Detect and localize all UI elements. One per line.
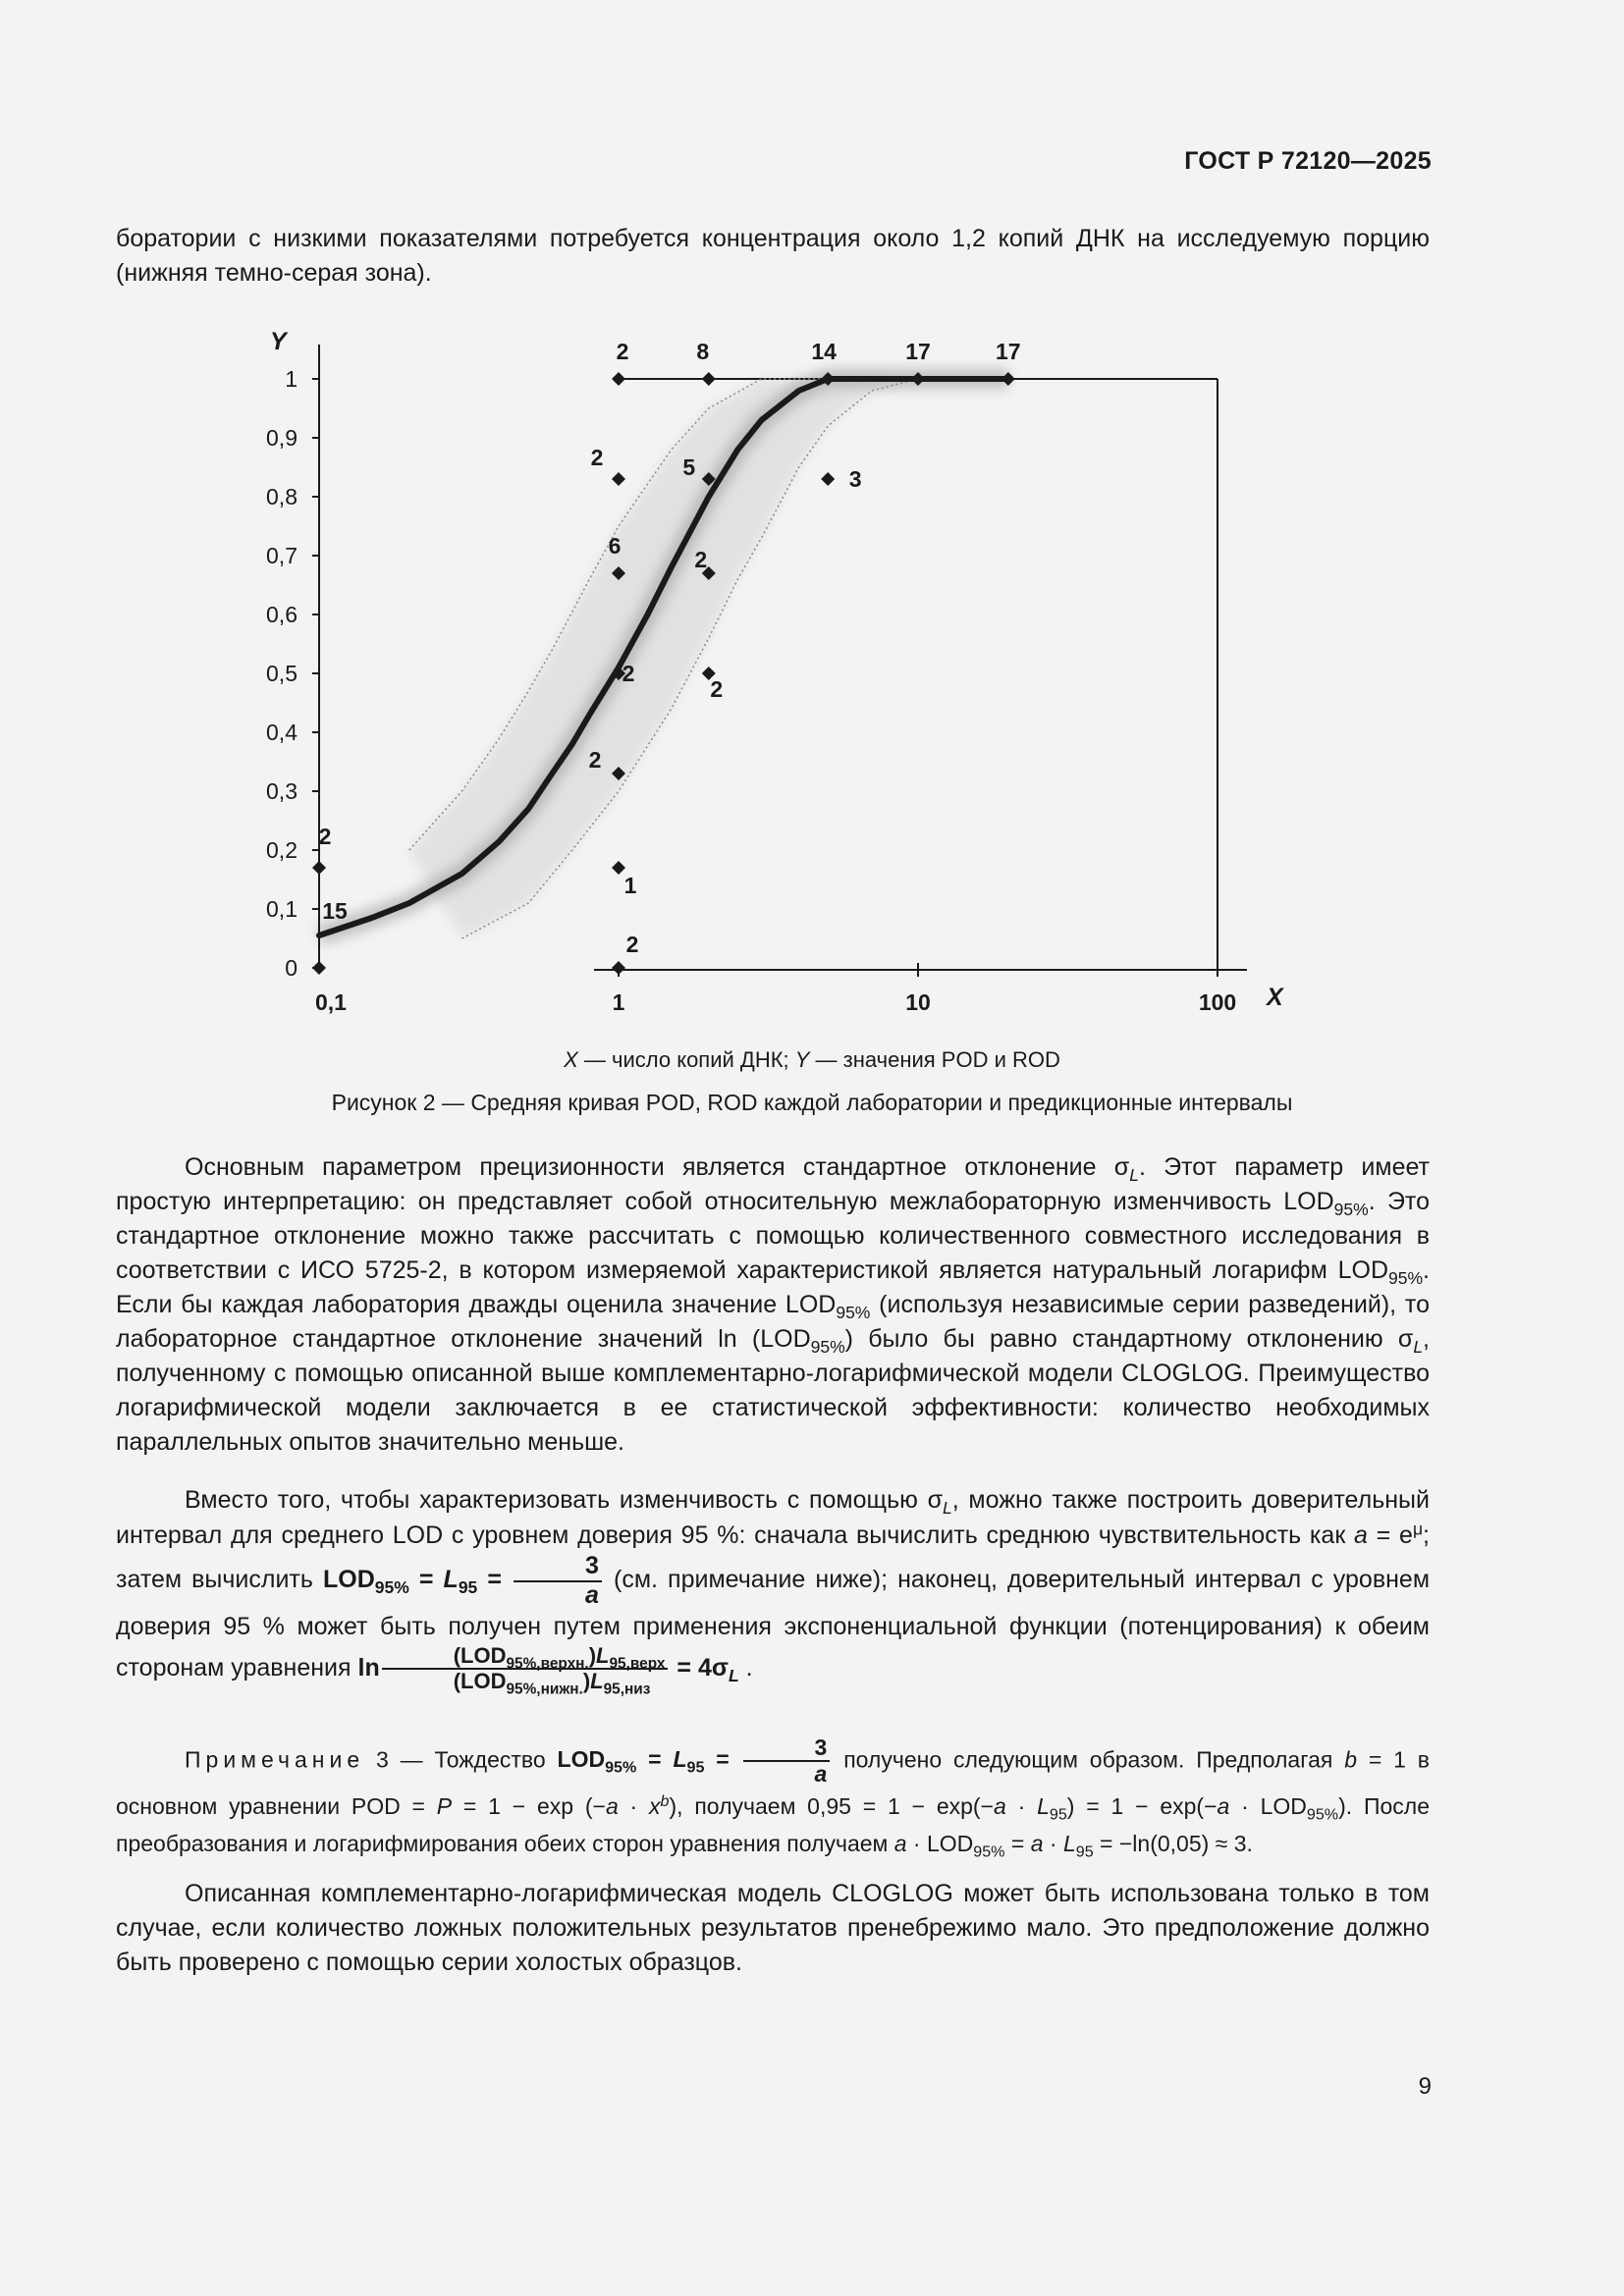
p1-text-1: Основным параметром прецизионности является стандартное отклонение σ bbox=[185, 1153, 1130, 1181]
data-point-marker bbox=[702, 372, 716, 386]
f2-rhs-sub: L bbox=[728, 1665, 739, 1685]
f2-num-L-sub: 95,верх bbox=[609, 1655, 666, 1673]
note-text-13: · bbox=[1043, 1830, 1063, 1856]
note-L2-sub: 95 bbox=[1075, 1842, 1094, 1861]
data-point-count-label: 2 bbox=[622, 661, 635, 686]
f2-ln: ln bbox=[357, 1653, 380, 1682]
x-axis-label: X bbox=[1267, 984, 1283, 1011]
page-number: 9 bbox=[1418, 2073, 1432, 2100]
note-var-L2: L bbox=[1062, 1830, 1076, 1856]
p1-text-5: (используя независимые серии разведений), то лабораторное стандартное отклонение значений ln (LOD bbox=[116, 1291, 1430, 1353]
f1-denominator: a bbox=[585, 1580, 599, 1609]
f1-numerator: 3 bbox=[514, 1553, 602, 1582]
p2-text-2: , можно также построить доверительный интервал для среднего LOD с уровнем доверия 95 %: сначала вычислить среднюю чувствительность как bbox=[116, 1486, 1430, 1549]
note-text-10: ). После преобразования и логарифмирования обеих сторон уравнения получаем bbox=[116, 1792, 1430, 1856]
note-3 bbox=[116, 1735, 1430, 1862]
note-text-4: = 1 − exp (− bbox=[452, 1792, 606, 1819]
data-point-count-label: 6 bbox=[608, 533, 622, 559]
note-text-9: · LOD bbox=[1229, 1792, 1307, 1819]
x-tick-label: 100 bbox=[1198, 989, 1237, 1015]
p1-sub-6: L bbox=[1413, 1337, 1424, 1358]
formula-lod95 bbox=[322, 1552, 604, 1609]
p1-sub-3: 95% bbox=[1388, 1268, 1424, 1289]
y-tick-label: 0,1 bbox=[266, 896, 298, 922]
data-point-count-label: 8 bbox=[696, 339, 710, 364]
y-axis-label: Y bbox=[270, 328, 287, 355]
data-point-count-label: 2 bbox=[318, 824, 332, 849]
nf-lod: LOD bbox=[557, 1746, 606, 1773]
intro-paragraph: боратории с низкими показателями потребуется концентрация около 1,2 копий ДНК на исследуемую порцию (нижняя темно-серая зона). bbox=[116, 225, 1430, 287]
y-tick-label: 0 bbox=[285, 955, 298, 981]
data-point-count-label: 17 bbox=[996, 339, 1021, 364]
p2-sub-1: L bbox=[943, 1498, 952, 1519]
paragraph-cloglog-limits: Описанная комплементарно-логарифмическая модель CLOGLOG может быть использована только в том случае, если количество ложных положительных результатов пренебрежимо мало. Это предположение должно быть проверено с помощью серии холостых образцов. bbox=[116, 1880, 1430, 1976]
nf-denominator: a bbox=[814, 1761, 828, 1788]
note-formula bbox=[557, 1735, 833, 1788]
data-point-marker bbox=[312, 861, 326, 875]
p1-sub-2: 95% bbox=[1333, 1200, 1369, 1220]
f2-den-L: L bbox=[590, 1669, 604, 1694]
y-tick-label: 0,4 bbox=[266, 720, 298, 745]
data-point-count-label: 2 bbox=[590, 445, 604, 470]
note-text-11: · LOD bbox=[906, 1830, 974, 1856]
y-tick-label: 0,9 bbox=[266, 425, 298, 451]
note-var-x: x bbox=[649, 1792, 661, 1819]
p2-text-4: (см. примечание ниже); наконец, доверительный интервал с уровнем доверия 95 % может быть получен путем применения экспоненциальной функции (потенцирования) к обеим сторонам уравнения bbox=[116, 1566, 1431, 1682]
note-text-3: = 1 в основном уравнении POD = bbox=[116, 1746, 1430, 1819]
f2-end: . bbox=[738, 1653, 753, 1682]
p2-text-3: ; затем вычислить bbox=[116, 1522, 1430, 1594]
document-code: ГОСТ Р 72120—2025 bbox=[1184, 147, 1432, 175]
note-var-b: b bbox=[1344, 1746, 1357, 1773]
p1-sub-5: 95% bbox=[810, 1337, 845, 1358]
f1-eq2: = bbox=[477, 1566, 513, 1594]
paragraph-confidence-interval bbox=[116, 1482, 1431, 1698]
note-var-a4: a bbox=[893, 1830, 907, 1856]
f2-num-b: ) bbox=[588, 1643, 597, 1668]
data-point-marker bbox=[612, 472, 625, 486]
f2-den-sub: 95%,нижн. bbox=[506, 1681, 583, 1698]
nf-eq2: = bbox=[704, 1746, 741, 1773]
p1-text-7: , полученному с помощью описанной выше комплементарно-логарифмической модели CLOGLOG. Преимущество логарифмической модели заключается в ее статистической эффективности: количество необходимых параллельных опытов значительно меньше. bbox=[116, 1325, 1430, 1456]
f2-num-L: L bbox=[596, 1643, 610, 1668]
note-text-2: получено следующим образом. Предполагая bbox=[832, 1746, 1345, 1773]
note-sup-b: b bbox=[660, 1791, 670, 1810]
f2-den-L-sub: 95,низ bbox=[603, 1681, 651, 1698]
data-point-count-label: 3 bbox=[848, 466, 862, 492]
note-lod-sub2: 95% bbox=[973, 1842, 1005, 1861]
f2-denominator bbox=[382, 1669, 669, 1698]
p1-sub-1: L bbox=[1129, 1165, 1139, 1186]
note-var-a3: a bbox=[1217, 1792, 1230, 1819]
y-tick-label: 0,5 bbox=[266, 661, 298, 686]
nf-fraction bbox=[743, 1735, 831, 1788]
data-point-count-label: 2 bbox=[625, 932, 639, 957]
nf-L: L bbox=[673, 1746, 687, 1773]
nf-L-sub: 95 bbox=[686, 1759, 705, 1777]
data-point-marker bbox=[821, 472, 835, 486]
f2-num-a: (LOD bbox=[453, 1643, 507, 1668]
f2-den-b: ) bbox=[582, 1669, 591, 1694]
note-label: Примечание bbox=[185, 1746, 365, 1773]
f2-den-a: (LOD bbox=[453, 1669, 507, 1694]
legend-y-text: — значения POD и ROD bbox=[809, 1047, 1060, 1072]
note-text-6: ), получаем 0,95 = 1 − exp(− bbox=[669, 1792, 995, 1819]
x-tick-label: 0,1 bbox=[315, 989, 347, 1015]
pod-rod-chart bbox=[236, 312, 1316, 1019]
y-tick-label: 1 bbox=[285, 366, 298, 392]
legend-y-var: Y bbox=[794, 1047, 810, 1072]
p1-text-2: . Этот параметр имеет простую интерпретацию: он представляет собой относительную межлабораторную изменчивость LOD bbox=[116, 1153, 1430, 1215]
p2-var-a: a bbox=[1354, 1522, 1368, 1549]
p1-text-4: . Если бы каждая лаборатория дважды оценила значение LOD bbox=[116, 1256, 1430, 1318]
f2-fraction bbox=[382, 1643, 669, 1698]
figure-legend bbox=[0, 1047, 1624, 1073]
prediction-bands bbox=[319, 379, 1008, 938]
y-tick-label: 0,3 bbox=[266, 778, 298, 804]
data-point-marker bbox=[612, 961, 625, 975]
note-var-a2: a bbox=[994, 1792, 1006, 1819]
data-point-marker bbox=[312, 961, 326, 975]
note-text-8: ) = 1 − exp(− bbox=[1066, 1792, 1218, 1819]
data-point-count-label: 14 bbox=[811, 339, 837, 364]
note-var-a5: a bbox=[1030, 1830, 1044, 1856]
note-text-5: · bbox=[618, 1792, 650, 1819]
legend-x-text: — число копий ДНК; bbox=[577, 1047, 795, 1072]
p2-eq-e: = e bbox=[1367, 1522, 1413, 1549]
data-point-count-label: 15 bbox=[322, 898, 348, 924]
note-var-L1: L bbox=[1037, 1792, 1050, 1819]
y-tick-label: 0,6 bbox=[266, 602, 298, 627]
data-point-count-label: 2 bbox=[616, 339, 629, 364]
f2-num-sub: 95%,верхн. bbox=[506, 1655, 589, 1673]
f2-rhs: = 4σ bbox=[670, 1653, 729, 1682]
p1-text-6: ) было бы равно стандартному отклонению σ bbox=[844, 1325, 1414, 1353]
p2-sup-mu: μ bbox=[1412, 1519, 1424, 1539]
note-text-12: = bbox=[1004, 1830, 1031, 1856]
f1-lod: LOD bbox=[322, 1566, 375, 1594]
nf-lod-sub: 95% bbox=[605, 1759, 637, 1777]
x-tick-label: 10 bbox=[905, 989, 931, 1015]
p2-text-1: Вместо того, чтобы характеризовать изменчивость с помощью σ bbox=[185, 1486, 944, 1514]
x-tick-label: 1 bbox=[612, 989, 625, 1015]
f1-L-sub: 95 bbox=[458, 1577, 478, 1598]
figure-caption: Рисунок 2 — Средняя кривая POD, ROD каждой лаборатории и предикционные интервалы bbox=[331, 1090, 1293, 1115]
y-tick-label: 0,8 bbox=[266, 484, 298, 509]
legend-x-var: X bbox=[564, 1047, 578, 1072]
note-text-14: = −ln(0,05) ≈ 3. bbox=[1093, 1830, 1253, 1856]
note-L1-sub: 95 bbox=[1049, 1805, 1067, 1824]
note-var-a1: a bbox=[605, 1792, 619, 1819]
p1-text-3: . Это стандартное отклонение можно также рассчитать с помощью количественного совместного исследования в соответствии с ИСО 5725-2, в котором измеряемой характеристикой является натуральный логарифм LOD bbox=[116, 1188, 1430, 1284]
f1-fraction bbox=[514, 1553, 602, 1609]
paragraph-precision bbox=[116, 1150, 1430, 1460]
p1-sub-4: 95% bbox=[836, 1303, 871, 1323]
note-lod-sub1: 95% bbox=[1306, 1805, 1339, 1824]
data-point-count-label: 2 bbox=[710, 676, 724, 702]
note-text-7: · bbox=[1005, 1792, 1038, 1819]
data-point-count-label: 17 bbox=[905, 339, 931, 364]
data-point-count-label: 2 bbox=[588, 747, 602, 773]
note-var-P: P bbox=[436, 1792, 453, 1819]
f1-eq: = bbox=[408, 1566, 444, 1594]
f2-numerator bbox=[382, 1643, 669, 1673]
data-point-count-label: 5 bbox=[682, 454, 696, 480]
nf-eq: = bbox=[636, 1746, 674, 1773]
y-tick-label: 0,7 bbox=[266, 543, 298, 568]
data-point-count-label: 1 bbox=[623, 873, 637, 898]
y-tick-label: 0,2 bbox=[266, 837, 298, 863]
note-text-1: 3 — Тождество bbox=[364, 1746, 558, 1773]
data-point-marker bbox=[612, 372, 625, 386]
f1-lod-sub: 95% bbox=[374, 1577, 409, 1598]
nf-numerator: 3 bbox=[743, 1735, 831, 1762]
data-point-count-label: 2 bbox=[694, 547, 708, 572]
f1-L: L bbox=[443, 1566, 459, 1594]
formula-ln-ratio bbox=[357, 1643, 739, 1698]
